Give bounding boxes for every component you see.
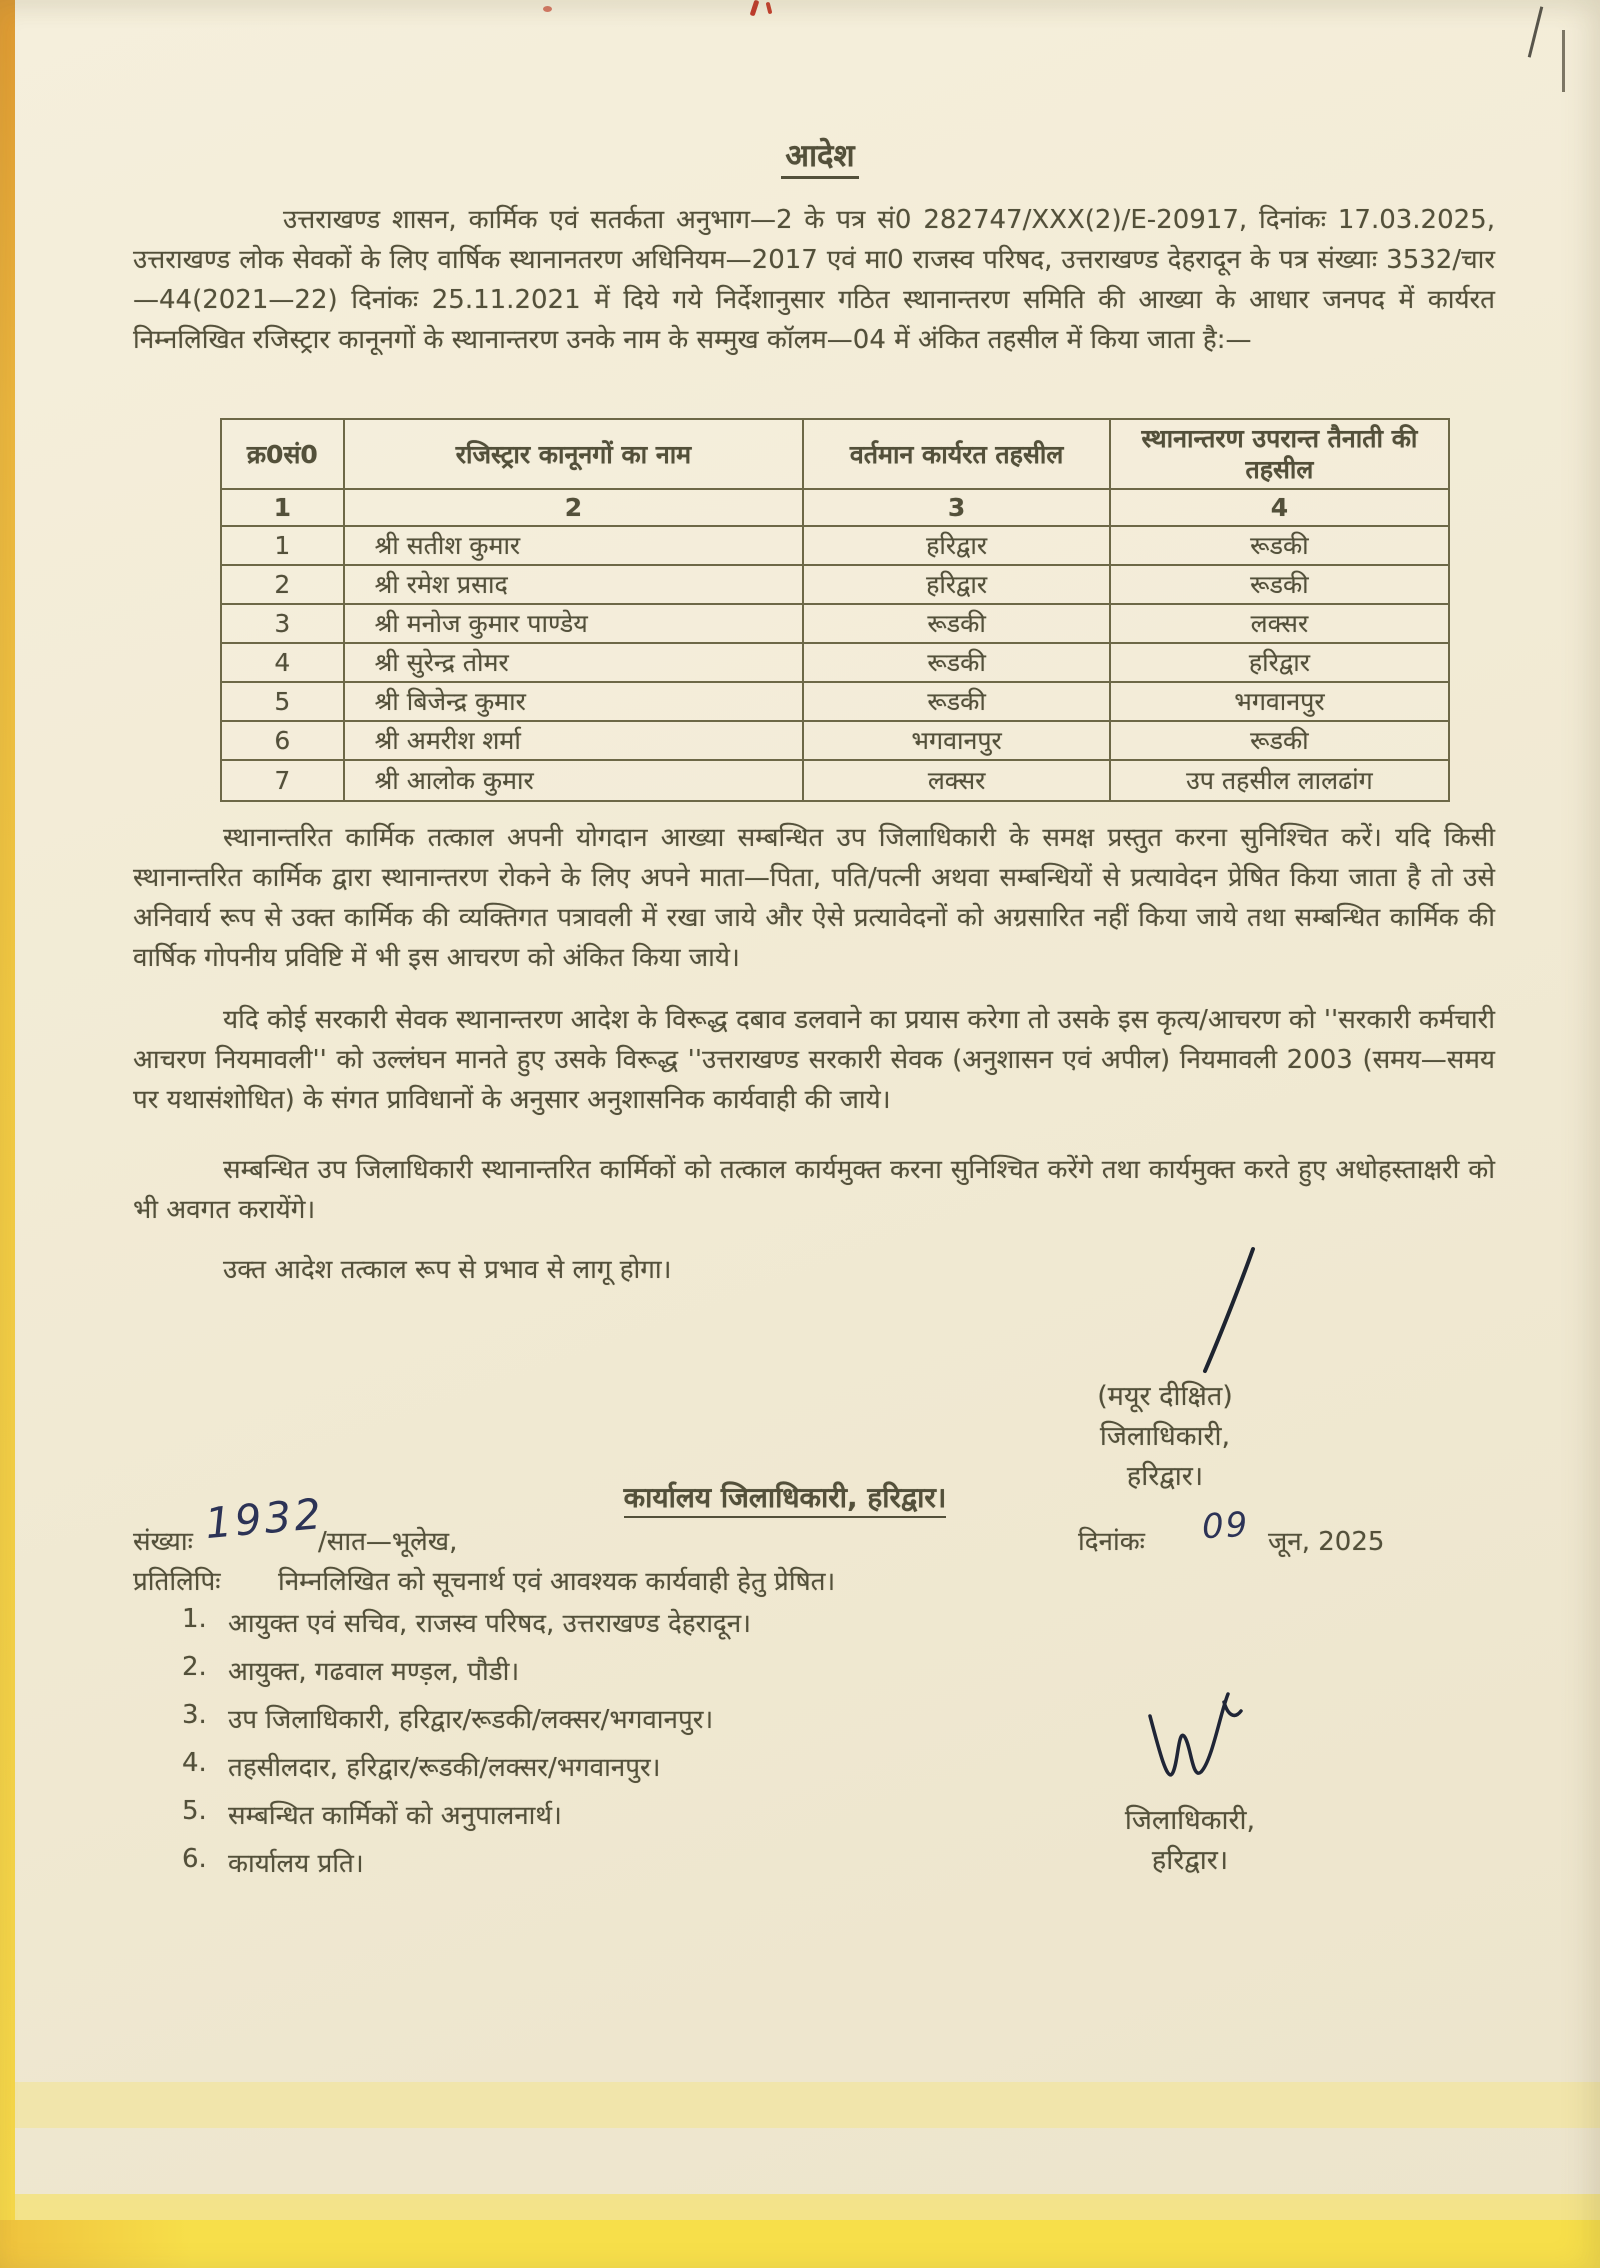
date-text: जून, 2025 (1268, 1527, 1385, 1557)
table-cell-name: श्री बिजेन्द्र कुमार (345, 683, 805, 722)
table-row (222, 761, 1448, 800)
table-cell: 2 (345, 490, 805, 527)
red-ink-mark (766, 2, 773, 15)
table-cell-name: श्री रमेश प्रसाद (345, 566, 805, 605)
table-row (222, 566, 1448, 605)
paragraph-joining-instructions: स्थानान्तरित कार्मिक तत्काल अपनी योगदान आख्या सम्बन्धित उप जिलाधिकारी के समक्ष प्रस्तुत करना सुनिश्चित करें। यदि किसी स्थानान्तरित कार्मिक द्वारा स्थानान्तरण रोकने के लिए अपने माता—पिता, पति/पत्नी अथवा सम्बन्धियों से प्रत्यावेदन प्रेषित किया जाता है तो उसे अनिवार्य रूप से उक्त कार्मिक की व्यक्तिगत पत्रावली में रखा जाये और ऐसे प्रत्यावेदनों को अग्रसारित नहीं किया जाये तथा सम्बन्धित कार्मिक की वार्षिक गोपनीय प्रविष्टि में भी इस आचरण को अंकित किया जाये। (133, 823, 1495, 973)
table-cell-name: श्री सतीश कुमार (345, 527, 805, 566)
paragraph-effective-immediately: उक्त आदेश तत्काल रूप से प्रभाव से लागू होगा। (223, 1255, 672, 1285)
table-cell-new-tehsil: लक्सर (1111, 605, 1448, 644)
signatory-place: हरिद्वार। (1151, 1845, 1229, 1876)
list-item-number: 6. (182, 1844, 207, 1874)
date-label: दिनांकः (1078, 1527, 1145, 1557)
scan-bottom-band-mid (15, 2194, 1600, 2220)
table-column-number-row (222, 490, 1448, 527)
table-header-row (222, 420, 1448, 490)
table-cell-serial: 4 (222, 644, 345, 683)
signatory-designation: जिलाधिकारी, (1099, 1421, 1231, 1452)
list-item: सम्बन्धित कार्मिकों को अनुपालनार्थ। (228, 1801, 562, 1831)
table-row (222, 605, 1448, 644)
table-cell-serial: 1 (222, 527, 345, 566)
table-cell-current-tehsil: हरिद्वार (804, 527, 1111, 566)
signature-block-district-magistrate-2 (1080, 1688, 1300, 1881)
ref-number-handwritten: 1932 (203, 1488, 326, 1549)
table-cell: 1 (222, 490, 345, 527)
table-cell-current-tehsil: रूडकी (804, 683, 1111, 722)
paragraph-relieving-instructions: सम्बन्धित उप जिलाधिकारी स्थानान्तरित कार्मिकों को तत्काल कार्यमुक्त करना सुनिश्चित करेंगे तथा कार्यमुक्त करते हुए अधोहस्ताक्षरी को भी अवगत करायेंगे। (133, 1155, 1495, 1225)
table-cell: 4 (1111, 490, 1448, 527)
table-row (222, 644, 1448, 683)
table-cell-current-tehsil: हरिद्वार (804, 566, 1111, 605)
table-cell-name: श्री अमरीश शर्मा (345, 722, 805, 761)
signature-squiggle-icon (1140, 1688, 1250, 1793)
table-cell-current-tehsil: लक्सर (804, 761, 1111, 800)
signatory-designation: जिलाधिकारी, (1124, 1805, 1256, 1836)
ref-number-label: संख्याः (133, 1527, 193, 1557)
table-row (222, 527, 1448, 566)
table-cell: 3 (804, 490, 1111, 527)
table-header-cell: स्थानान्तरण उपरान्त तैनाती की तहसील (1111, 420, 1448, 490)
table-cell-new-tehsil: भगवानपुर (1111, 683, 1448, 722)
table-cell-serial: 5 (222, 683, 345, 722)
date-handwritten: 09 (1200, 1504, 1251, 1548)
signatory-place: हरिद्वार। (1126, 1461, 1204, 1492)
ref-number-suffix: /सात—भूलेख, (318, 1527, 458, 1557)
scan-bottom-band-pale (15, 2082, 1600, 2128)
table-header-cell: वर्तमान कार्यरत तहसील (804, 420, 1111, 490)
list-item: उप जिलाधिकारी, हरिद्वार/रूडकी/लक्सर/भगवानपुर। (228, 1705, 714, 1735)
list-item-number: 2. (182, 1652, 207, 1682)
red-ink-mark (750, 0, 760, 16)
table-header-cell: क्र0सं0 (222, 420, 345, 490)
signature-stroke-icon (1165, 1243, 1275, 1375)
list-item: आयुक्त, गढवाल मण्ड़ल, पौडी। (228, 1657, 520, 1687)
table-cell-current-tehsil: भगवानपुर (804, 722, 1111, 761)
table-cell-serial: 6 (222, 722, 345, 761)
copies-label: प्रतिलिपिः (133, 1567, 221, 1597)
scan-edge-strip-left (0, 0, 15, 2268)
table-row (222, 683, 1448, 722)
list-item-number: 5. (182, 1796, 207, 1826)
table-header-cell: रजिस्ट्रार कानूनगों का नाम (345, 420, 805, 490)
list-item: आयुक्त एवं सचिव, राजस्व परिषद, उत्तराखण्ड देहरादून। (228, 1609, 752, 1639)
transfer-table (220, 418, 1450, 802)
table-cell-current-tehsil: रूडकी (804, 644, 1111, 683)
staple-mark (1562, 30, 1565, 92)
table-cell-new-tehsil: रूडकी (1111, 722, 1448, 761)
staple-mark (1528, 6, 1543, 57)
list-item: तहसीलदार, हरिद्वार/रूडकी/लक्सर/भगवानपुर। (228, 1753, 661, 1783)
table-cell-new-tehsil: रूडकी (1111, 566, 1448, 605)
list-item-number: 3. (182, 1700, 207, 1730)
table-cell-new-tehsil: उप तहसील लालढांग (1186, 766, 1373, 795)
paragraph-conduct-rules: यदि कोई सरकारी सेवक स्थानान्तरण आदेश के विरूद्ध दबाव डलवाने का प्रयास करेगा तो उसके इस कृत्य/आचरण को ''सरकारी कर्मचारी आचरण नियमावली'' को उल्लंघन मानते हुए उसके विरूद्ध ''उत्तराखण्ड सरकारी सेवक (अनुशासन एवं अपील) नियमावली 2003 (समय—समय पर यथासंशोधित) के संगत प्राविधानों के अनुसार अनुशासनिक कार्यवाही की जाये। (133, 1005, 1495, 1115)
table-row (222, 722, 1448, 761)
list-item-number: 4. (182, 1748, 207, 1778)
scan-bottom-band-yellow (0, 2220, 1600, 2268)
paragraph-intro: उत्तराखण्ड शासन, कार्मिक एवं सतर्कता अनुभाग—2 के पत्र सं0 282747/XXX(2)/E-20917, दिनांकः 17.03.2025, उत्तराखण्ड लोक सेवकों के लिए वार्षिक स्थानानतरण अधिनियम—2017 एवं मा0 राजस्व परिषद, उत्तराखण्ड देहरादून के पत्र संख्याः 3532/चार—44(2021—22) दिनांकः 25.11.2021 में दिये गये निर्देशानुसार गठित स्थानान्तरण समिति की आख्या के आधार जनपद में कार्यरत निम्नलिखित रजिस्ट्रार कानूनगों के स्थानान्तरण उनके नाम के सम्मुख कॉलम—04 में अंकित तहसील में किया जाता है:— (133, 205, 1495, 355)
page-title-text: आदेश (781, 138, 858, 179)
table-cell-serial: 2 (222, 566, 345, 605)
table-cell-new-tehsil: रूडकी (1111, 527, 1448, 566)
office-heading-text: कार्यालय जिलाधिकारी, हरिद्वार। (624, 1481, 947, 1518)
list-item-number: 1. (182, 1604, 207, 1634)
list-item: कार्यालय प्रति। (228, 1849, 364, 1879)
table-cell-new-tehsil: हरिद्वार (1111, 644, 1448, 683)
table-cell-name: श्री सुरेन्द्र तोमर (345, 644, 805, 683)
signature-block-district-magistrate (1035, 1243, 1295, 1497)
table-cell-current-tehsil: रूडकी (804, 605, 1111, 644)
red-ink-mark (543, 6, 552, 12)
page-title (0, 134, 1600, 176)
table-cell-name: श्री मनोज कुमार पाण्डेय (345, 605, 805, 644)
signatory-name: (मयूर दीक्षित) (1097, 1381, 1233, 1412)
table-cell-serial: 7 (222, 761, 345, 800)
copies-intro: निम्नलिखित को सूचनार्थ एवं आवश्यक कार्यवाही हेतु प्रेषित। (278, 1567, 836, 1597)
table-cell-serial: 3 (222, 605, 345, 644)
table-cell-name: श्री आलोक कुमार (345, 761, 805, 800)
